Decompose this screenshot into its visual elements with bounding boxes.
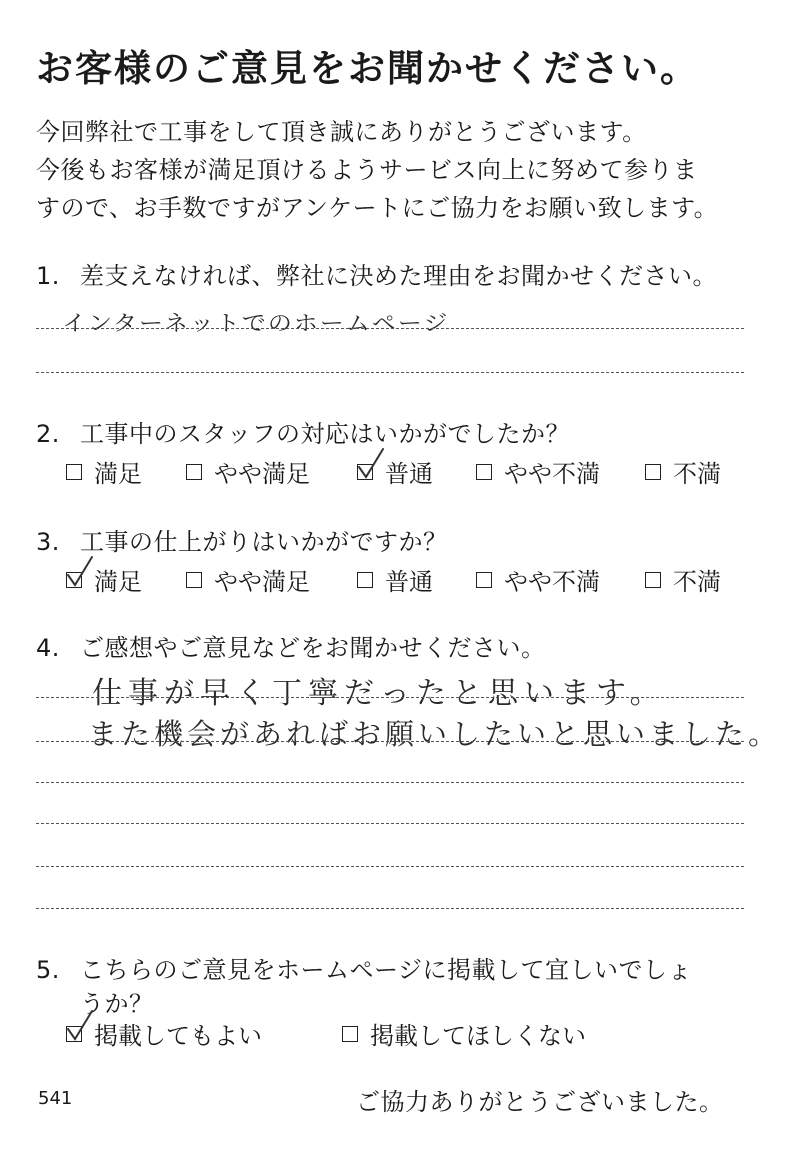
checkbox[interactable]: [186, 464, 202, 480]
checkbox[interactable]: [186, 572, 202, 588]
page-number: 541: [38, 1088, 73, 1109]
q2-option-satisfied[interactable]: 満足: [66, 454, 142, 489]
answer-line: [36, 741, 744, 742]
intro-line-2: 今後もお客様が満足頂けるようサービス向上に努めて参りま: [36, 156, 698, 184]
q5-option-allow[interactable]: 掲載してもよい: [66, 1016, 262, 1051]
checkbox[interactable]: [476, 572, 492, 588]
checkmark-icon: [356, 447, 386, 481]
q3-option-satisfied[interactable]: 満足: [66, 562, 142, 597]
checkbox[interactable]: [342, 1026, 358, 1042]
q2-option-somewhat-satisfied[interactable]: やや満足: [186, 454, 310, 489]
closing-thanks: ご協力ありがとうございました。: [356, 1088, 724, 1116]
q2-option-normal[interactable]: 普通: [357, 454, 433, 489]
question-5: [36, 950, 692, 985]
intro-line-3: すので、お手数ですがアンケートにご協力をお願い致します。: [36, 194, 719, 222]
question-5-number: 5.: [36, 956, 60, 984]
question-2-text: 工事中のスタッフの対応はいかがでしたか？: [80, 420, 570, 448]
question-5-text-line-1: こちらのご意見をホームページに掲載して宜しいでしょ: [80, 956, 693, 984]
answer-line: [36, 372, 744, 373]
intro-line-1: 今回弊社で工事をして頂き誠にありがとうございます。: [36, 118, 647, 146]
checkmark-icon: [65, 555, 95, 589]
checkbox[interactable]: [476, 464, 492, 480]
checkbox[interactable]: [645, 572, 661, 588]
q3-option-somewhat-satisfied[interactable]: やや満足: [186, 562, 310, 597]
question-1-number: 1.: [36, 262, 60, 290]
checkbox-checked[interactable]: [66, 572, 82, 588]
question-3: [36, 522, 448, 557]
q2-option-unsatisfied[interactable]: 不満: [645, 454, 721, 489]
page-title: お客様のご意見をお聞かせください。: [36, 47, 699, 90]
checkbox-checked[interactable]: [66, 1026, 82, 1042]
question-4-number: 4.: [36, 634, 60, 662]
question-4: [36, 628, 546, 663]
checkbox-checked[interactable]: [357, 464, 373, 480]
question-1-text: 差支えなければ、弊社に決めた理由をお聞かせください。: [80, 262, 717, 290]
q2-option-somewhat-unsatisfied[interactable]: やや不満: [476, 454, 600, 489]
answer-line: [36, 328, 744, 329]
answer-1-handwriting: インターネットでのホームページ: [62, 310, 450, 337]
answer-line: [36, 697, 744, 698]
checkbox[interactable]: [357, 572, 373, 588]
question-2-number: 2.: [36, 420, 60, 448]
answer-4-handwriting-line-1: 仕事が早く丁寧だったと思います。: [92, 676, 666, 711]
question-2: [36, 414, 570, 449]
q5-option-disallow[interactable]: 掲載してほしくない: [342, 1016, 586, 1051]
q3-option-normal[interactable]: 普通: [357, 562, 433, 597]
answer-4-handwriting-line-2: また機会があればお願いしたいと思いました。: [88, 717, 782, 751]
question-1: [36, 256, 717, 291]
question-4-text: ご感想やご意見などをお聞かせください。: [80, 634, 546, 662]
answer-line: [36, 866, 744, 867]
answer-line: [36, 782, 744, 783]
question-3-text: 工事の仕上がりはいかがですか？: [80, 528, 448, 556]
checkbox[interactable]: [66, 464, 82, 480]
answer-line: [36, 823, 744, 824]
q3-option-unsatisfied[interactable]: 不満: [645, 562, 721, 597]
question-3-number: 3.: [36, 528, 60, 556]
question-5-text-line-2: うか？: [80, 990, 154, 1018]
checkbox[interactable]: [645, 464, 661, 480]
checkmark-icon: [65, 1009, 95, 1043]
answer-line: [36, 908, 744, 909]
q3-option-somewhat-unsatisfied[interactable]: やや不満: [476, 562, 600, 597]
